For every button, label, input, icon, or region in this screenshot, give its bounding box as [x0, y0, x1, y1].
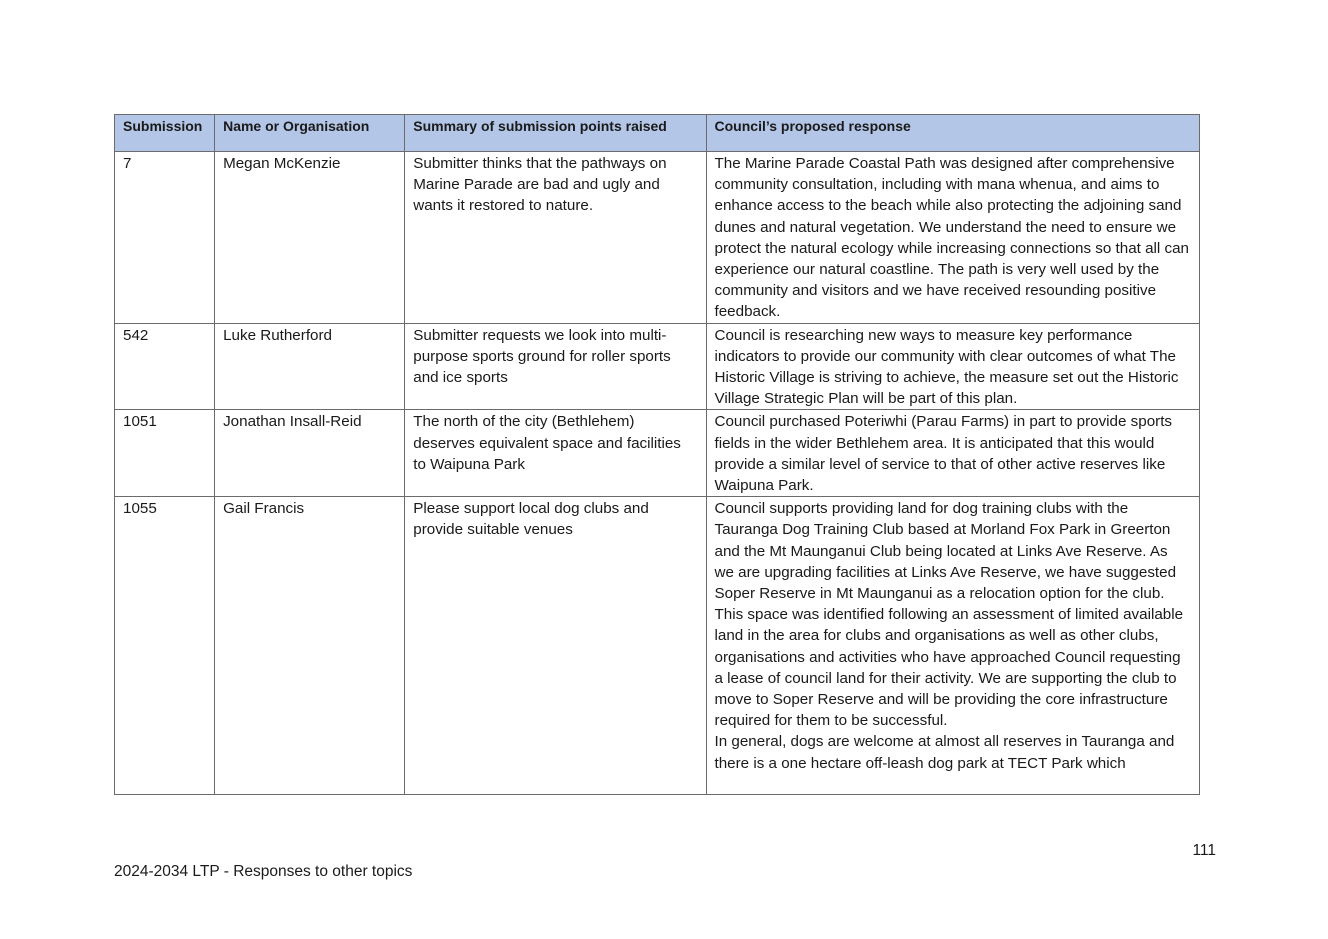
submitter-name: Luke Rutherford	[215, 323, 405, 410]
submission-number: 7	[115, 152, 215, 324]
page-number: 111	[1192, 842, 1216, 859]
response-paragraph: Council supports providing land for dog training clubs with the Tauranga Dog Training Club based at Morland Fox Park in Greerton and the Mt Maunganui Club being located at Links Ave Reserve. As we are upgrading facilities at Links Ave Reserve, we have suggested Soper Reserve in Mt Maunganui as a relocation option for the club. This space was identified following an assessment of limited available land in the area for clubs and organisations as well as other clubs, organisations and activities who have approached Council requesting a lease of council land for their activity. We are supporting the club to move to Soper Reserve and will be providing the core infrastructure required for them to be successful.	[714, 500, 1184, 730]
submission-summary: Please support local dog clubs and provide suitable venues	[405, 497, 706, 795]
submission-number: 1051	[115, 410, 215, 497]
submission-summary: Submitter thinks that the pathways on Marine Parade are bad and ugly and wants it restored to nature.	[405, 152, 706, 324]
response-paragraph: In general, dogs are welcome at almost all reserves in Tauranga and there is a one hectare off-leash dog park at TECT Park which	[714, 733, 1175, 772]
header-submission: Submission	[115, 115, 215, 152]
table-row	[115, 152, 1200, 324]
table-row	[115, 497, 1200, 795]
table-row	[115, 323, 1200, 410]
council-response	[706, 497, 1199, 795]
header-summary: Summary of submission points raised	[405, 115, 706, 152]
council-response	[706, 323, 1199, 410]
header-council-response: Council’s proposed response	[706, 115, 1199, 152]
response-paragraph: The Marine Parade Coastal Path was designed after comprehensive community consultation, including with mana whenua, and aims to enhance access to the beach while also protecting the adjoining sand dunes and natural vegetation. We understand the need to ensure we protect the natural ecology while increasing connections so that all can experience our natural coastline. The path is very well used by the community and visitors and we have received resounding positive feedback.	[714, 155, 1189, 321]
council-response	[706, 410, 1199, 497]
submission-summary: Submitter requests we look into multi-purpose sports ground for roller sports and ice sports	[405, 323, 706, 410]
submissions-table	[114, 114, 1200, 795]
submitter-name: Gail Francis	[215, 497, 405, 795]
submitter-name: Jonathan Insall-Reid	[215, 410, 405, 497]
submission-number: 542	[115, 323, 215, 410]
submitter-name: Megan McKenzie	[215, 152, 405, 324]
footer-document-title: 2024-2034 LTP - Responses to other topics	[114, 863, 413, 880]
response-paragraph: Council is researching new ways to measure key performance indicators to provide our community with clear outcomes of what The Historic Village is striving to achieve, the measure set out the Historic Village Strategic Plan will be part of this plan.	[714, 326, 1179, 408]
submission-summary: The north of the city (Bethlehem) deserves equivalent space and facilities to Waipuna Park	[405, 410, 706, 497]
submission-number: 1055	[115, 497, 215, 795]
response-paragraph: Council purchased Poteriwhi (Parau Farms) in part to provide sports fields in the wider Bethlehem area. It is anticipated that this would provide a similar level of service to that of other active reserves like Waipuna Park.	[714, 413, 1173, 495]
header-name-or-organisation: Name or Organisation	[215, 115, 405, 152]
table-header-row	[115, 115, 1200, 152]
table-row	[115, 410, 1200, 497]
council-response	[706, 152, 1199, 324]
